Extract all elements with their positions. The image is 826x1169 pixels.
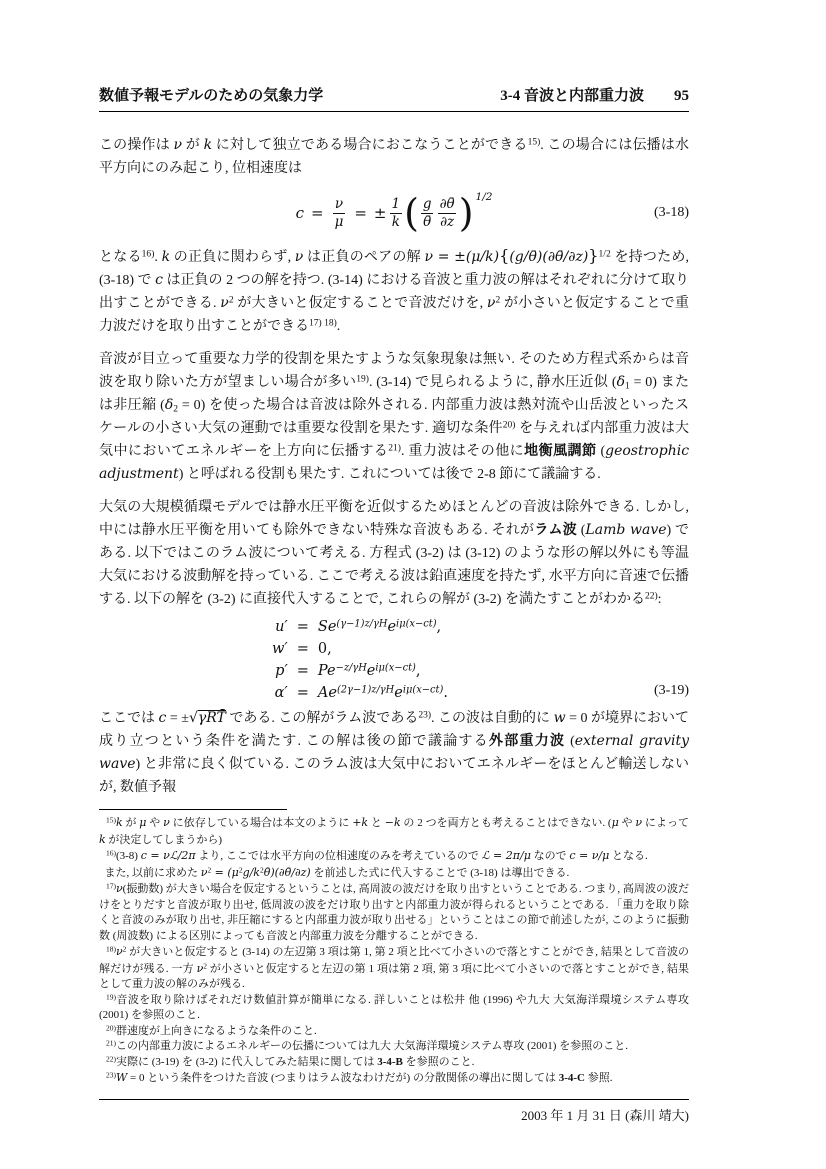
eq318-exponent: 1/2 bbox=[475, 191, 493, 203]
eq318-equals-1: = bbox=[310, 204, 324, 222]
paragraph-2: となる$^{16)}$. k の正負に関わらず, ν は正負のペアの解 ν = ±(μ/k){(g/θ̄)(∂θ̄/∂z)}$^{1/2}$ を持つため, (3-18) で c は正負の 2 つの解を持つ. (3-14) における音波と重力波の解はそれぞれに分けて取り出すことができる. $\nu^2$ が大きいと仮定することで音波だけを, $\nu^2$ が小さいと仮定することで重力波だけを取り出すことができる$^{17) 18)}$. bbox=[99, 246, 690, 334]
eq319-row3-equals: = bbox=[296, 663, 309, 679]
footnote-23: $^{23)}$W = 0 という条件をつけた音波 (つまりはラム波なわけだが) の分散関係の導出に関しては 3-4-C 参照. bbox=[106, 1070, 613, 1084]
footer-date: 2003 年 1 月 31 日 (森川 靖大) bbox=[521, 1107, 689, 1123]
eq319-row2-equals: = bbox=[296, 641, 309, 657]
footnote-15: $^{15)}$k が μ や ν に依存している場合は本文のように +k と −k の 2 つを両方とも考えることはできない. (μ や ν によって k が決定してしまうから) bbox=[99, 815, 690, 846]
footnotes-section bbox=[99, 809, 689, 1087]
footnote-16: $^{16)}$(3-8) c = νℒ/2π より, ここでは水平方向の位相速度のみを考えているので ℒ = 2π/μ なので c = ν/μ となる. また, 以前に求めた $\nu^2$ = $(\mu^2g/k^2\thetā)(\partial\thetā/\partial z)$ を前述した式に代入することで (3-18) は導出できる. bbox=[99, 848, 648, 879]
equation-number-318: (3-18) bbox=[654, 205, 689, 220]
eq319-row1-equals: = bbox=[296, 619, 309, 635]
footnote-21: $^{21)}$この内部重力波によるエネルギーの伝播については九大 大気海洋環境システム専攻 (2001) を参照のこと. bbox=[106, 1038, 628, 1052]
eq318-plusminus: ± bbox=[373, 204, 387, 222]
eq319-row3-lhs: p′ bbox=[275, 663, 288, 679]
paragraph-5: ここでは c = ±√γRT̄ である. この解がラム波である$^{23)}$. この波は自動的に w = 0 が境界において成り立つという条件を満たす. この解は後の節で議論する外部重力波 (external gravity wave) と非常に良く似ている. このラム波は大気中においてエネルギーをほとんど輸送しないが, 数値予報 bbox=[99, 710, 690, 795]
footnote-19: $^{19)}$音波を取り除けばそれだけ数値計算が簡単になる. 詳しいことは松井 他 (1996) や九大 大気海洋環境システム専攻 (2001) を参照のこと. bbox=[99, 992, 689, 1021]
paragraph-3: 音波が目立って重要な力学的役割を果たすような気象現象は無い. そのため方程式系からは音波を取り除いた方が望ましい場合が多い$^{19)}$. (3-14) で見られるように, 静水圧近似 $(\delta_1 = 0)$ または非圧縮 $(\delta_2 = 0)$ を使った場合は音波は除外される. 内部重力波は熱対流や山岳波といったスケールの小さい大気の運動では重要な役割を果たす. 適切な条件$^{20)}$ を与えれば内部重力波は大気中においてエネルギーを上方向に伝播する$^{21)}$. 重力波はその他に地衡風調節 (geostrophic adjustment) と呼ばれる役割も果たす. これについては後で 2-8 節にて議論する. bbox=[99, 352, 690, 482]
eq318-fraction-nu-mu: $\frac{\nu}{\mu}$ bbox=[334, 196, 344, 230]
eq319-rows bbox=[272, 619, 448, 701]
page-number: 95 bbox=[674, 88, 689, 104]
footnote-17: $^{17)}$ν(振動数) が大きい場合を仮定するということは, 高周波の波だけを取り出すということである. つまり, 高周波の波だけをとりだすと音波が取り出せ, 低周波の波をだけ取り出すと内部重力波が得られるということである. 「重力を取り除くと音波のみが取り出せ, 非圧縮にすると内部重力波が取り出せる」ということはこの節で前述したが, このように振動数 (周波数) による区別によっても音波と内部重力波を分離することができる. bbox=[99, 881, 689, 942]
equation-number-319: (3-19) bbox=[654, 683, 689, 698]
footnote-20: $^{20)}$群速度が上向きになるような条件のこと. bbox=[106, 1023, 317, 1037]
eq319-row1-lhs: u′ bbox=[275, 619, 288, 635]
document-title: 数値予報モデルのための気象力学 bbox=[99, 88, 324, 104]
eq318-lhs: c bbox=[295, 204, 304, 222]
section-title: 3-4 音波と内部重力波 bbox=[500, 88, 644, 104]
eq319-row4-lhs: α′ bbox=[274, 685, 288, 701]
eq319-row1-rhs: $Se^{(\gamma-1)z/\gamma H}e^{i\mu(x-ct)}$, bbox=[317, 618, 442, 635]
eq319-row3-rhs: $Pe^{-z/\gamma H}e^{i\mu(x-ct)}$, bbox=[317, 662, 421, 679]
eq319-row4-rhs: $Ae^{(2\gamma-1)z/\gamma H}e^{i\mu(x-ct)}$. bbox=[317, 684, 448, 701]
paragraph-4: 大気の大規模循環モデルでは静水圧平衡を近似するためほとんどの音波は除外できる. しかし, 中には静水圧平衡を用いても除外できない特殊な音波もある. それがラム波 (Lamb wave) である. 以下ではこのラム波について考える. 方程式 (3-2) は (3-12) のような形の解以外にも等温大気における波動解を持っている. ここで考える波は鉛直速度を持たず, 水平方向に音速で伝播する. 以下の解を (3-2) に直接代入することで, これらの解が (3-2) を満たすことがわかる$^{22)}$: bbox=[99, 500, 689, 607]
page-content bbox=[99, 84, 689, 1124]
eq319-row4-equals: = bbox=[296, 685, 309, 701]
equation-3-18: c = $\frac{\nu}{\mu}$ = ± $\frac{1}{k}$ ( $\frac{g}{\thetā}$ $\frac{\partial\thetā}{\partial z}$ ) 1/2 (3-18) bbox=[295, 191, 689, 235]
page-footer bbox=[99, 1099, 689, 1124]
eq318-equals-2: = bbox=[354, 204, 367, 222]
eq319-row2-lhs: w′ bbox=[272, 641, 288, 657]
page-header bbox=[99, 84, 689, 112]
eq319-row2-rhs: 0, bbox=[317, 641, 332, 657]
eq318-fraction-dtheta-dz: $\frac{\partial\thetā}{\partial z}$ bbox=[439, 196, 455, 230]
eq318-fraction-g-theta: $\frac{g}{\thetā}$ bbox=[422, 196, 432, 230]
paragraph-1: この操作は ν が k に対して独立である場合におこなうことができる$^{15)}$. この場合には伝播は水平方向にのみ起こり, 位相速度は bbox=[99, 137, 690, 176]
section-heading bbox=[500, 84, 689, 105]
eq318-fraction-1-k: $\frac{1}{k}$ bbox=[391, 196, 401, 230]
footnote-18: $^{18)}\nu^2$ が大きいと仮定すると (3-14) の左辺第 3 項は第 1, 第 2 項と比べて小さいので落とすことができ, 結果として音波の解だけが残る. 一方 $\nu^2$ が小さいと仮定すると左辺の第 1 項は第 2 項, 第 3 項に比べて小さいので落とすことができ, 結果として重力波の解のみが残る. bbox=[99, 944, 690, 990]
equation-3-19 bbox=[99, 619, 689, 701]
footnote-22: $^{22)}$実際に (3-19) を (3-2) に代入してみた結果に関しては 3-4-B を参照のこと. bbox=[106, 1054, 475, 1068]
footnote-separator bbox=[99, 809, 287, 810]
footer-separator bbox=[99, 1099, 689, 1100]
